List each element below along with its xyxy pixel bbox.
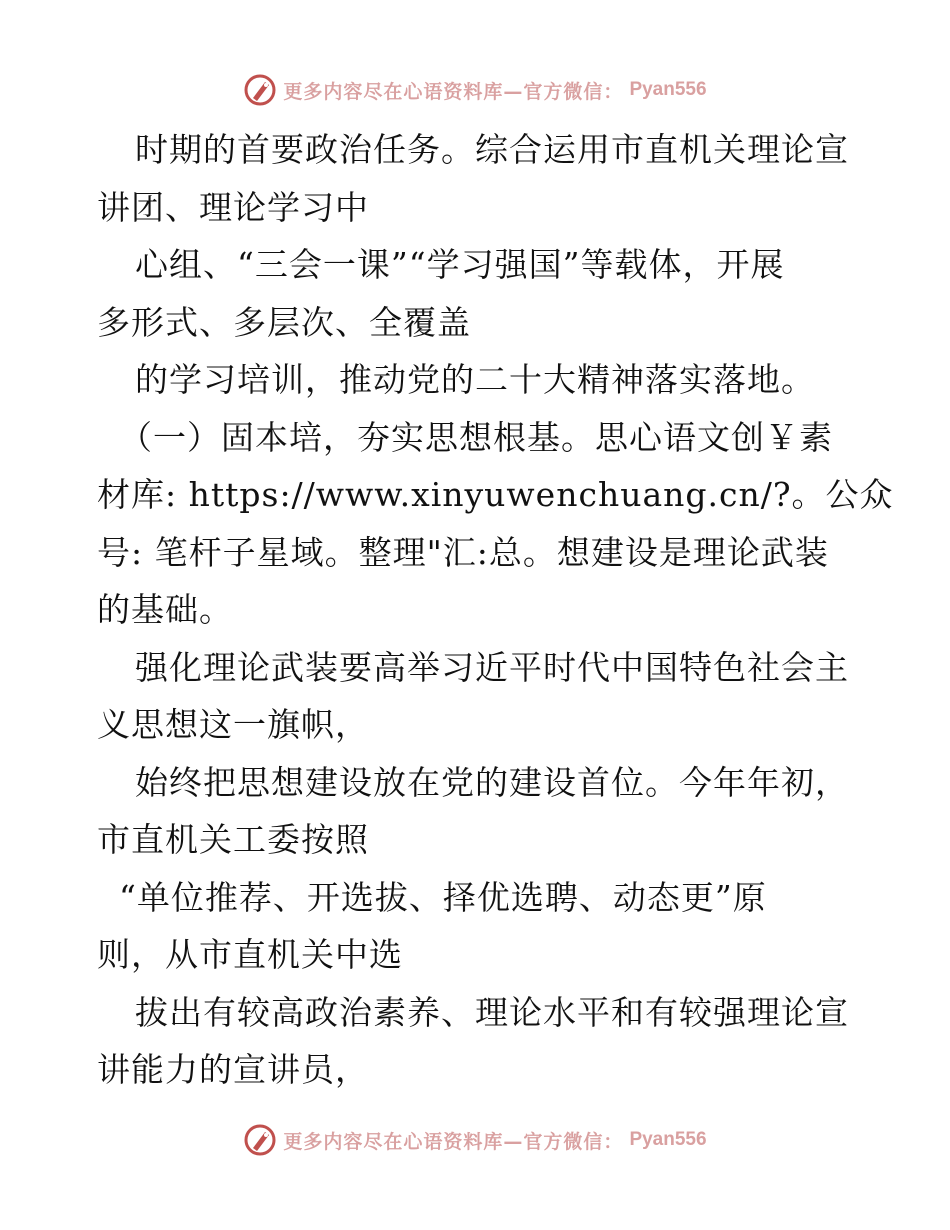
paragraph-line: 强化理论武装要高举习近平时代中国特色社会主 [135,647,849,687]
paragraph-line: 义思想这一旗帜， [97,705,369,744]
pen-logo-icon [243,73,277,107]
header-banner [0,70,950,110]
paragraph-line: 时期的首要政治任务。综合运用市直机关理论宣 [135,130,849,169]
paragraph-line: 材库: https://www.xinyuwenchuang.cn/?。公众 [97,475,894,514]
banner-wechat-id: Pyan556 [629,79,707,100]
footer-banner [0,1120,950,1160]
paragraph-line: 的基础。 [97,590,233,629]
paragraph-line: 讲能力的宣讲员， [97,1050,369,1089]
paragraph-line: 始终把思想建设放在党的建设首位。今年年初， [135,762,849,802]
paragraph-line: 号: 笔杆子星域。整理"汇:总。想建设是理论武装 [97,532,829,572]
paragraph-line: 拔出有较高政治素养、理论水平和有较强理论宣 [135,992,849,1032]
paragraph-line: 市直机关工委按照 [97,820,369,859]
banner-wechat-id: Pyan556 [629,1129,707,1150]
banner-text: 更多内容尽在心语资料库—官方微信： [283,1130,624,1153]
paragraph-line: 讲团、理论学习中 [97,187,369,227]
paragraph-line: 的学习培训，推动党的二十大精神落实落地。 [135,360,815,399]
pen-logo-icon [243,1123,277,1157]
paragraph-line: 心组、“三会一课”“学习强国”等载体，开展 [135,245,785,284]
paragraph-line: 多形式、多层次、全覆盖 [97,302,471,342]
paragraph-line: “单位推荐、开选拔、择优选聘、动态更”原 [119,877,767,917]
paragraph-line: （一）固本培，夯实思想根基。思心语文创￥素 [119,417,833,457]
banner-text: 更多内容尽在心语资料库—官方微信： [283,80,624,103]
document-body [97,121,894,1099]
paragraph-line: 则，从市直机关中选 [97,935,403,974]
